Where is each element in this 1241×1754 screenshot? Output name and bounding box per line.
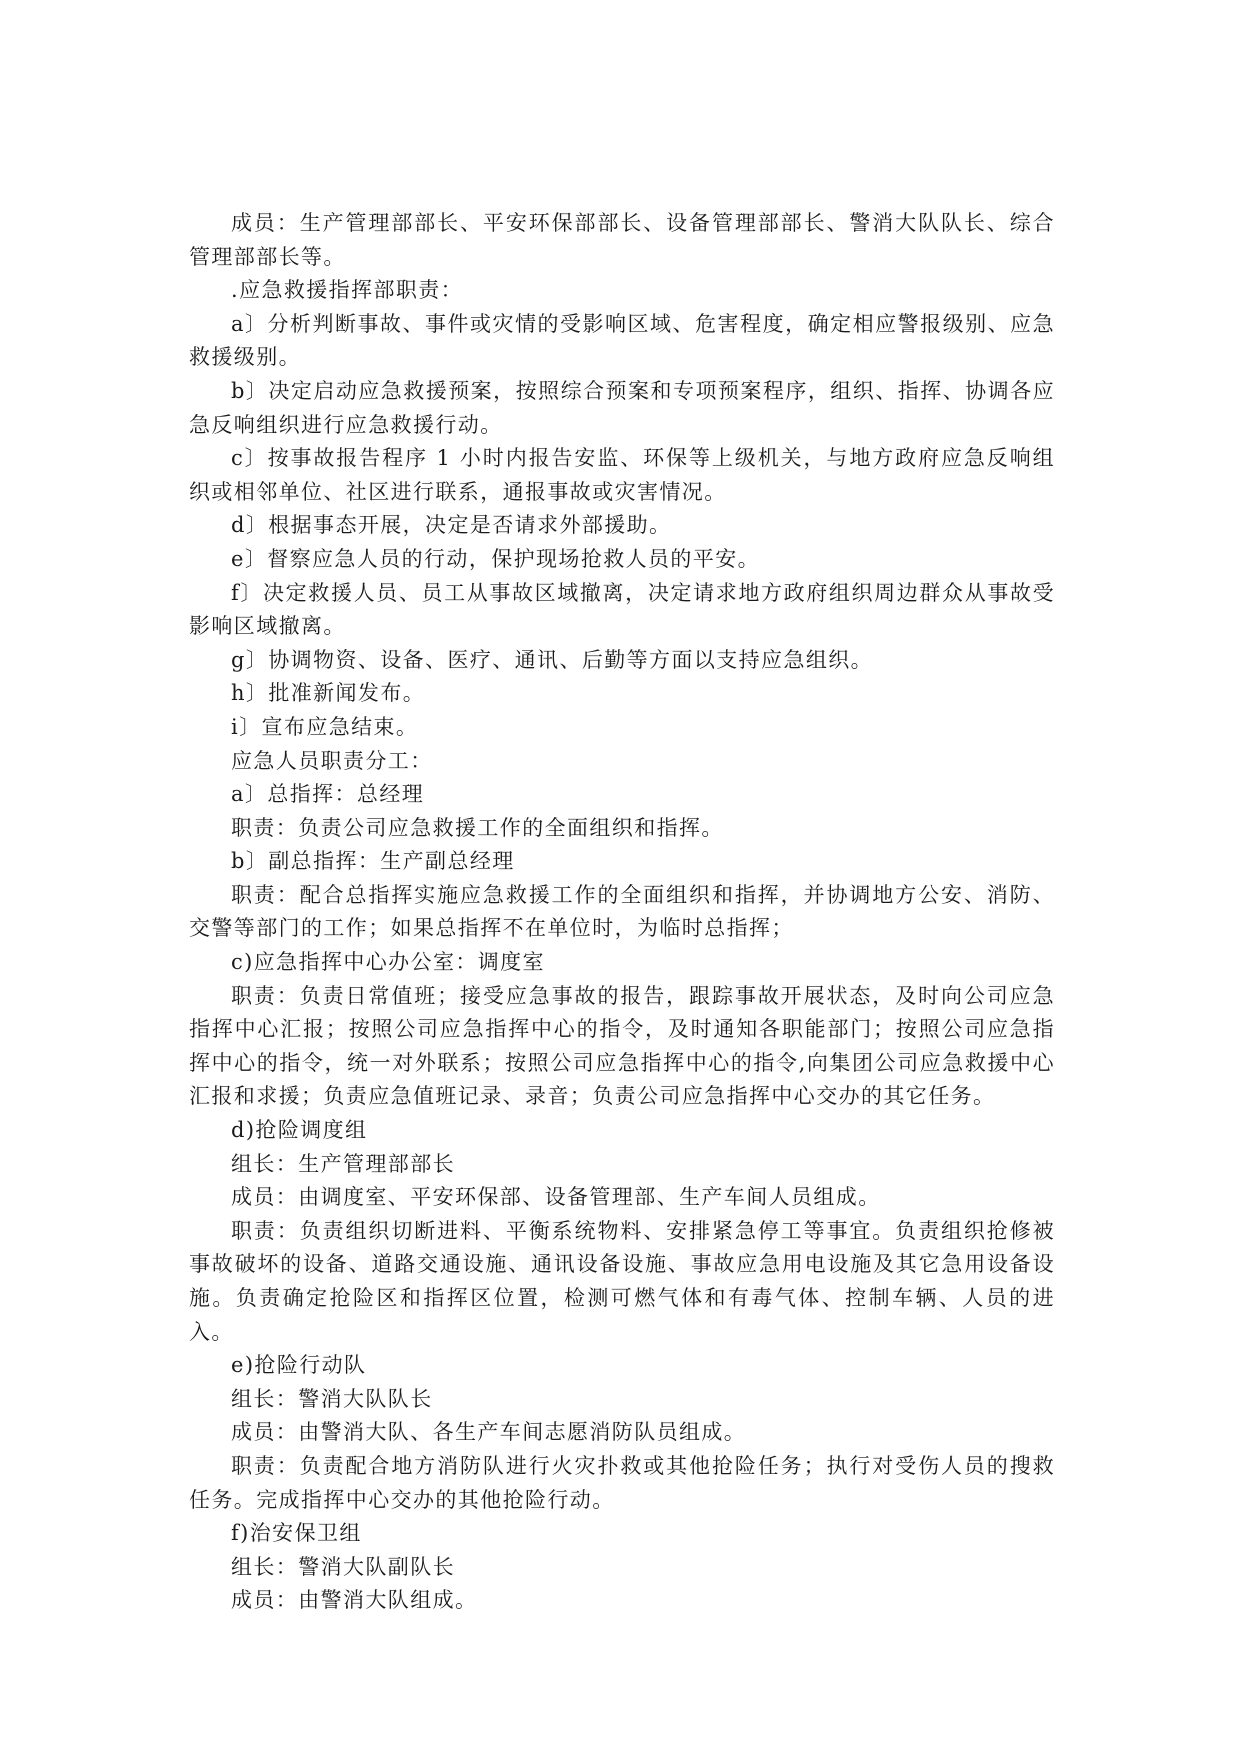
paragraph: f〕决定救援人员、员工从事故区域撤离，决定请求地方政府组织周边群众从事故受影响区域撤离。 bbox=[189, 580, 1055, 639]
paragraph: i〕宣布应急结束。 bbox=[231, 714, 419, 739]
paragraph: g〕协调物资、设备、医疗、通讯、后勤等方面以支持应急组织。 bbox=[231, 647, 874, 672]
paragraph: c)应急指挥中心办公室：调度室 bbox=[231, 950, 545, 975]
paragraph: 应急人员职责分工： bbox=[231, 748, 433, 773]
paragraph: 组长：生产管理部部长 bbox=[231, 1151, 455, 1176]
paragraph: 职责：负责公司应急救援工作的全面组织和指挥。 bbox=[231, 815, 724, 840]
paragraph: 职责：负责组织切断进料、平衡系统物料、安排紧急停工等事宜。负责组织抢修被事故破坏的设备、道路交通设施、通讯设备设施、事故应急用电设施及其它急用设备设施。负责确定抢险区和指挥区位置，检测可燃气体和有毒气体、控制车辆、人员的进入。 bbox=[189, 1218, 1055, 1344]
paragraph: a〕分析判断事故、事件或灾情的受影响区域、危害程度，确定相应警报级别、应急救援级别。 bbox=[189, 311, 1055, 370]
paragraph: 职责：配合总指挥实施应急救援工作的全面组织和指挥，并协调地方公安、消防、交警等部门的工作；如果总指挥不在单位时，为临时总指挥； bbox=[189, 882, 1055, 941]
paragraph: 成员：由警消大队组成。 bbox=[231, 1588, 478, 1613]
paragraph: .应急救援指挥部职责： bbox=[231, 278, 464, 303]
paragraph: d)抢险调度组 bbox=[231, 1118, 368, 1143]
paragraph: 职责：负责日常值班；接受应急事故的报告，跟踪事故开展状态，及时向公司应急指挥中心汇报；按照公司应急指挥中心的指令，及时通知各职能部门；按照公司应急指挥中心的指令，统一对外联系；按照公司应急指挥中心的指令,向集团公司应急救援中心汇报和求援；负责应急值班记录、录音；负责公司应急指挥中心交办的其它任务。 bbox=[189, 983, 1055, 1109]
paragraph: 组长：警消大队副队长 bbox=[231, 1554, 455, 1579]
paragraph: f)治安保卫组 bbox=[231, 1521, 362, 1546]
paragraph: e)抢险行动队 bbox=[231, 1353, 367, 1378]
paragraph: e〕督察应急人员的行动，保护现场抢救人员的平安。 bbox=[231, 546, 761, 571]
paragraph: 成员：由调度室、平安环保部、设备管理部、生产车间人员组成。 bbox=[231, 1185, 881, 1210]
paragraph: 成员：生产管理部部长、平安环保部部长、设备管理部部长、警消大队队长、综合管理部部长等。 bbox=[189, 211, 1055, 269]
paragraph: b〕决定启动应急救援预案，按照综合预案和专项预案程序，组织、指挥、协调各应急反响组织进行应急救援行动。 bbox=[189, 378, 1055, 437]
paragraph: 职责：负责配合地方消防队进行火灾扑救或其他抢险任务；执行对受伤人员的搜救任务。完成指挥中心交办的其他抢险行动。 bbox=[189, 1453, 1055, 1512]
paragraph: c〕按事故报告程序 1 小时内报告安监、环保等上级机关，与地方政府应急反响组织或相邻单位、社区进行联系，通报事故或灾害情况。 bbox=[189, 446, 1055, 504]
paragraph: b〕副总指挥：生产副总经理 bbox=[231, 849, 515, 874]
paragraph: 成员：由警消大队、各生产车间志愿消防队员组成。 bbox=[231, 1420, 747, 1445]
paragraph: d〕根据事态开展，决定是否请求外部援助。 bbox=[231, 513, 672, 538]
paragraph: 组长：警消大队队长 bbox=[231, 1386, 433, 1411]
paragraph: a〕总指挥：总经理 bbox=[231, 782, 425, 807]
paragraph: h〕批准新闻发布。 bbox=[231, 681, 426, 706]
document-body bbox=[189, 207, 1055, 1618]
